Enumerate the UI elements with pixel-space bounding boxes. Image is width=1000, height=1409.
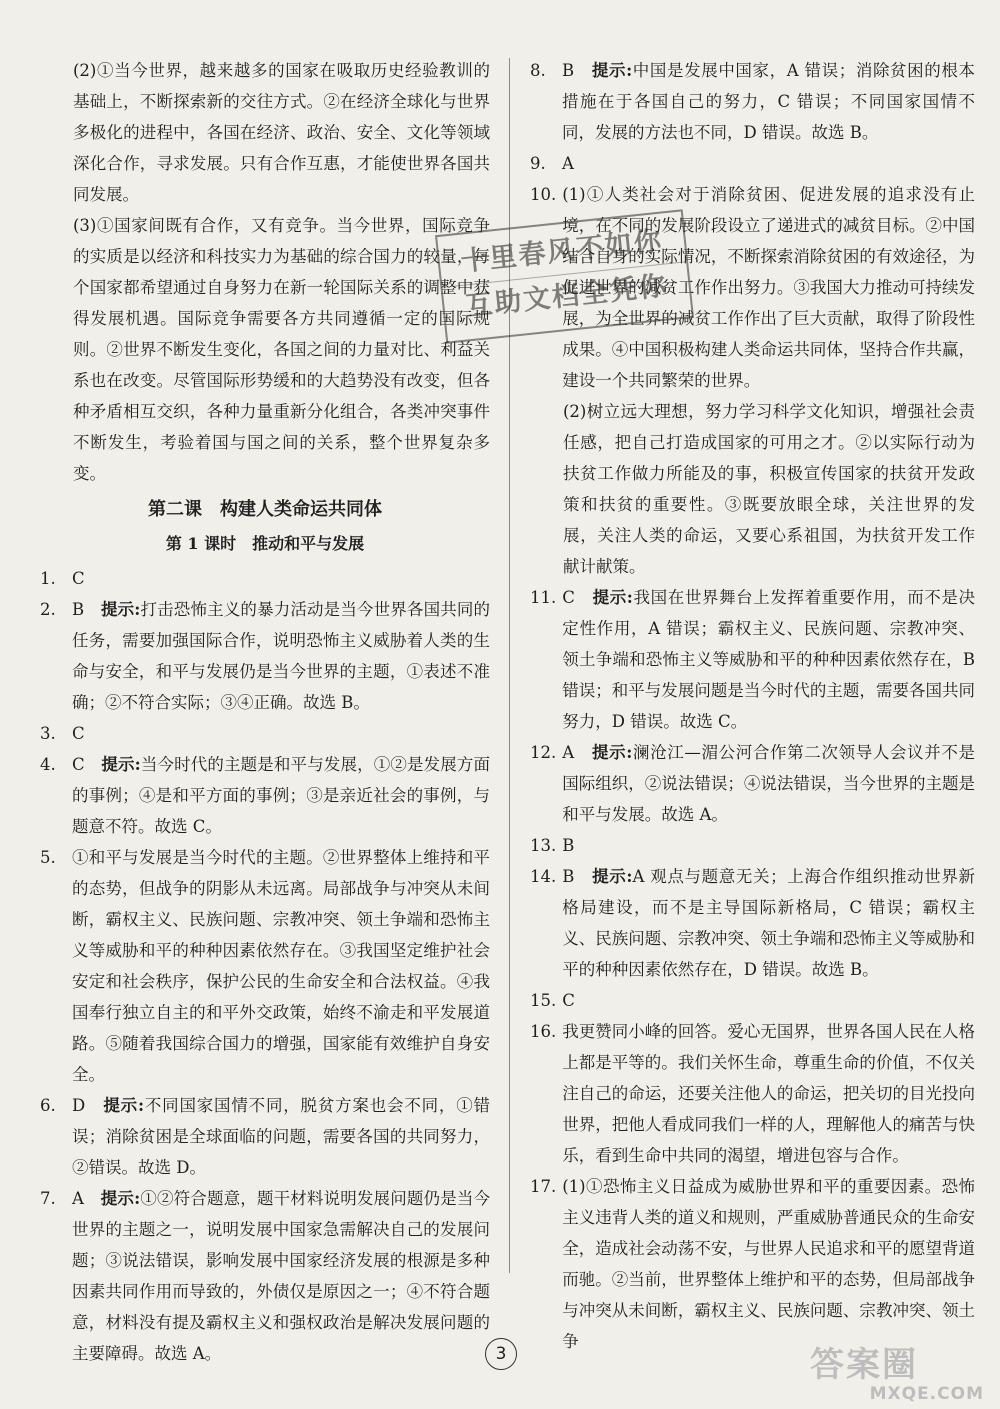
hint-label: 提示: xyxy=(591,61,633,80)
item-number: 14. xyxy=(530,867,557,886)
item-number: 3. xyxy=(40,724,56,743)
stamp-line: 互助文档全凭你 xyxy=(442,261,690,331)
item-text: ①②符合题意，题干材料说明发展问题仍是当今世界的主题之一，说明发展中国家急需解决自己的发展问题；③说法错误，影响发展中国家经济发展的根源是多种因素共同作用而导致的，外债仅是原因之一；④不符合题意，材料没有提及霸权主义和强权政治是解决发展问题的主要障碍。故选 A。 xyxy=(72,1189,491,1363)
stamp-line: 十里春风不如你 xyxy=(459,225,665,278)
item-text: 我国在世界舞台上发挥着重要作用，而不是决定性作用，A 错误；霸权主义、民族问题、宗教冲突、领土争端和恐怖主义等威胁和平的种种因素依然存在，B 错误；和平与发展问题是当今时代的主题，需要各国共同努力，D 错误。故选 C。 xyxy=(562,588,976,731)
item-answer: C xyxy=(562,991,575,1010)
item-answer: A xyxy=(562,743,575,762)
answer-item xyxy=(530,985,975,1016)
hint-label: 提示: xyxy=(100,1189,141,1208)
answer-item xyxy=(530,582,975,737)
item-number: 7. xyxy=(40,1189,56,1208)
item-text: 不同国家国情不同，脱贫方案也会不同，①错误；消除贫困是全球面临的问题，需要各国的共同努力，②错误。故选 D。 xyxy=(72,1096,491,1177)
answer-item xyxy=(530,737,975,830)
item-text: (1)①人类社会对于消除贫困、促进发展的追求没有止境，在不同的发展阶段设立了递进式的减贫目标。②中国结合自身的实际情况，不断探索消除贫困的有效途径，为促进世界的减贫工作作出努力。③我国大力推动可持续发展，为全世界的减贫工作作出了巨大贡献，取得了阶段性成果。④中国积极构建人类命运共同体，坚持合作共赢，建设一个共同繁荣的世界。 xyxy=(562,185,975,390)
answer-item xyxy=(530,1016,975,1171)
watermark-url: MXQE.COM xyxy=(869,1384,984,1404)
item-text: 当今时代的主题是和平与发展，①②是发展方面的事例；④是和平方面的事例；③是亲近社会的事例，与题意不符。故选 C。 xyxy=(72,755,491,836)
left-column xyxy=(40,55,490,1369)
item-number: 10. xyxy=(530,185,557,204)
hint-label: 提示: xyxy=(591,743,633,762)
item-text: (1)①恐怖主义日益成为威胁世界和平的重要因素。恐怖主义违背人类的道义和规则，严重威胁普通民众的生命安全，造成社会动荡不安，与世界人民追求和平的愿望背道而驰。②当前，世界整体上维护和平的态势，但局部战争与冲突从未间断，霸权主义、民族问题、宗教冲突、领土争 xyxy=(562,1177,975,1351)
answer-item xyxy=(530,148,975,179)
hint-label: 提示: xyxy=(592,588,633,607)
item-answer: A xyxy=(72,1189,84,1208)
answer-item xyxy=(40,718,490,749)
answer-item xyxy=(40,563,490,594)
item-text: 澜沧江—湄公河合作第二次领导人会议并不是国际组织，②说法错误；④说法错误，当今世界的主题是和平与发展。故选 A。 xyxy=(562,743,976,824)
hint-label: 提示: xyxy=(100,600,141,619)
item-answer: D xyxy=(72,1096,86,1115)
item-number: 8. xyxy=(530,61,546,80)
item-text: 我更赞同小峰的回答。爱心无国界，世界各国人民在人格上都是平等的。我们关怀生命，尊重生命的价值，不仅关注自己的命运，还要关注他人的命运，把关切的目光投向世界，把他人看成同我们一样的人，理解他人的痛苦与快乐，看到生命中共同的渴望，增进包容与合作。 xyxy=(562,1022,975,1165)
item-answer: C xyxy=(562,588,575,607)
item-number: 4. xyxy=(40,755,56,774)
item-number: 15. xyxy=(530,991,557,1010)
answer-item xyxy=(530,861,975,985)
answer-item xyxy=(40,842,490,1090)
watermark-logo xyxy=(810,1346,990,1406)
item-answer: B xyxy=(562,836,575,855)
section-title: 第 1 课时 推动和平与发展 xyxy=(165,534,365,553)
answer-paragraph: (3)①国家间既有合作，又有竞争。当今世界，国际竞争的实质是以经济和科技实力为基础的综合国力的较量，每个国家都希望通过自身努力在新一轮国际关系的调整中获得发展机遇。国际竞争需要各方共同遵循一定的国际规则。②世界不断发生变化，各国之间的力量对比、利益关系也在改变。尽管国际形势缓和的大趋势没有改变，但各种矛盾相互交织，各种力量重新分化组合，各类冲突事件不断发生，考验着国与国之间的关系，整个世界复杂多变。 xyxy=(73,216,490,483)
watermark-logo-text: 答案圈 xyxy=(810,1345,918,1385)
item-number: 16. xyxy=(530,1022,557,1041)
answer-item xyxy=(530,1171,975,1357)
item-number: 11. xyxy=(530,588,557,607)
item-number: 2. xyxy=(40,600,56,619)
answer-item xyxy=(40,749,490,842)
item-text: A 观点与题意无关；上海合作组织推动世界新格局建设，而不是主导国际新格局，C 错误；霸权主义、民族问题、宗教冲突、领土争端和恐怖主义等威胁和平的种种因素依然存在，D 错误。故选 B。 xyxy=(562,867,975,979)
item-text: 中国是发展中国家，A 错误；消除贫困的根本措施在于各国自己的努力，C 错误；不同国家国情不同，发展的方法也不同，D 错误。故选 B。 xyxy=(562,61,975,142)
answer-paragraph: (2)树立远大理想，努力学习科学文化知识，增强社会责任感，把自己打造成国家的可用之才。②以实际行动为扶贫工作做力所能及的事，积极宣传国家的扶贫开发政策和扶贫的重要性。③既要放眼全球，关注世界的发展，关注人类的命运，又要心系祖国，为扶贫开发工作献计献策。 xyxy=(563,402,975,576)
item-answer: B xyxy=(72,600,85,619)
item-answer: C xyxy=(72,569,85,588)
item-text: 打击恐怖主义的暴力活动是当今世界各国共同的任务，需要加强国际合作，说明恐怖主义威胁着人类的生命与安全，和平与发展仍是当今世界的主题，①表述不准确；②不符合实际；③④正确。故选 B。 xyxy=(72,600,491,712)
item-number: 12. xyxy=(530,743,557,762)
item-answer: C xyxy=(72,724,85,743)
item-answer: B xyxy=(562,867,575,886)
answer-item xyxy=(530,830,975,861)
item-answer: C xyxy=(72,755,85,774)
item-answer: B xyxy=(562,61,575,80)
item-number: 9. xyxy=(530,154,546,173)
lesson-title: 第二课 构建人类命运共同体 xyxy=(148,499,382,520)
item-number: 13. xyxy=(530,836,557,855)
hint-label: 提示: xyxy=(101,755,141,774)
item-number: 6. xyxy=(40,1096,56,1115)
page-number: 3 xyxy=(485,1338,517,1370)
item-number: 17. xyxy=(530,1177,557,1196)
item-answer: A xyxy=(562,154,574,173)
answer-paragraph: (2)①当今世界，越来越多的国家在吸取历史经验教训的基础上，不断探索新的交往方式。②在经济全球化与世界多极化的进程中，各国在经济、政治、安全、文化等领域深化合作，寻求发展。只有合作互惠，才能使世界各国共同发展。 xyxy=(73,61,490,204)
answer-item xyxy=(530,55,975,148)
hint-label: 提示: xyxy=(592,867,633,886)
item-number: 5. xyxy=(40,848,56,867)
item-number: 1. xyxy=(40,569,56,588)
answer-item xyxy=(40,1183,490,1369)
hint-label: 提示: xyxy=(103,1096,145,1115)
item-text: ①和平与发展是当今时代的主题。②世界整体上维持和平的态势，但战争的阴影从未远离。局部战争与冲突从未间断，霸权主义、民族问题、宗教冲突、领土争端和恐怖主义等威胁和平的种种因素依然存在。③我国坚定维护社会安定和社会秩序，保护公民的生命安全和合法权益。④我国奉行独立自主的和平外交政策，始终不渝走和平发展道路。⑤随着我国综合国力的增强，国家能有效维护自身安全。 xyxy=(72,848,490,1084)
answer-item xyxy=(40,594,490,718)
answer-item xyxy=(40,1090,490,1183)
